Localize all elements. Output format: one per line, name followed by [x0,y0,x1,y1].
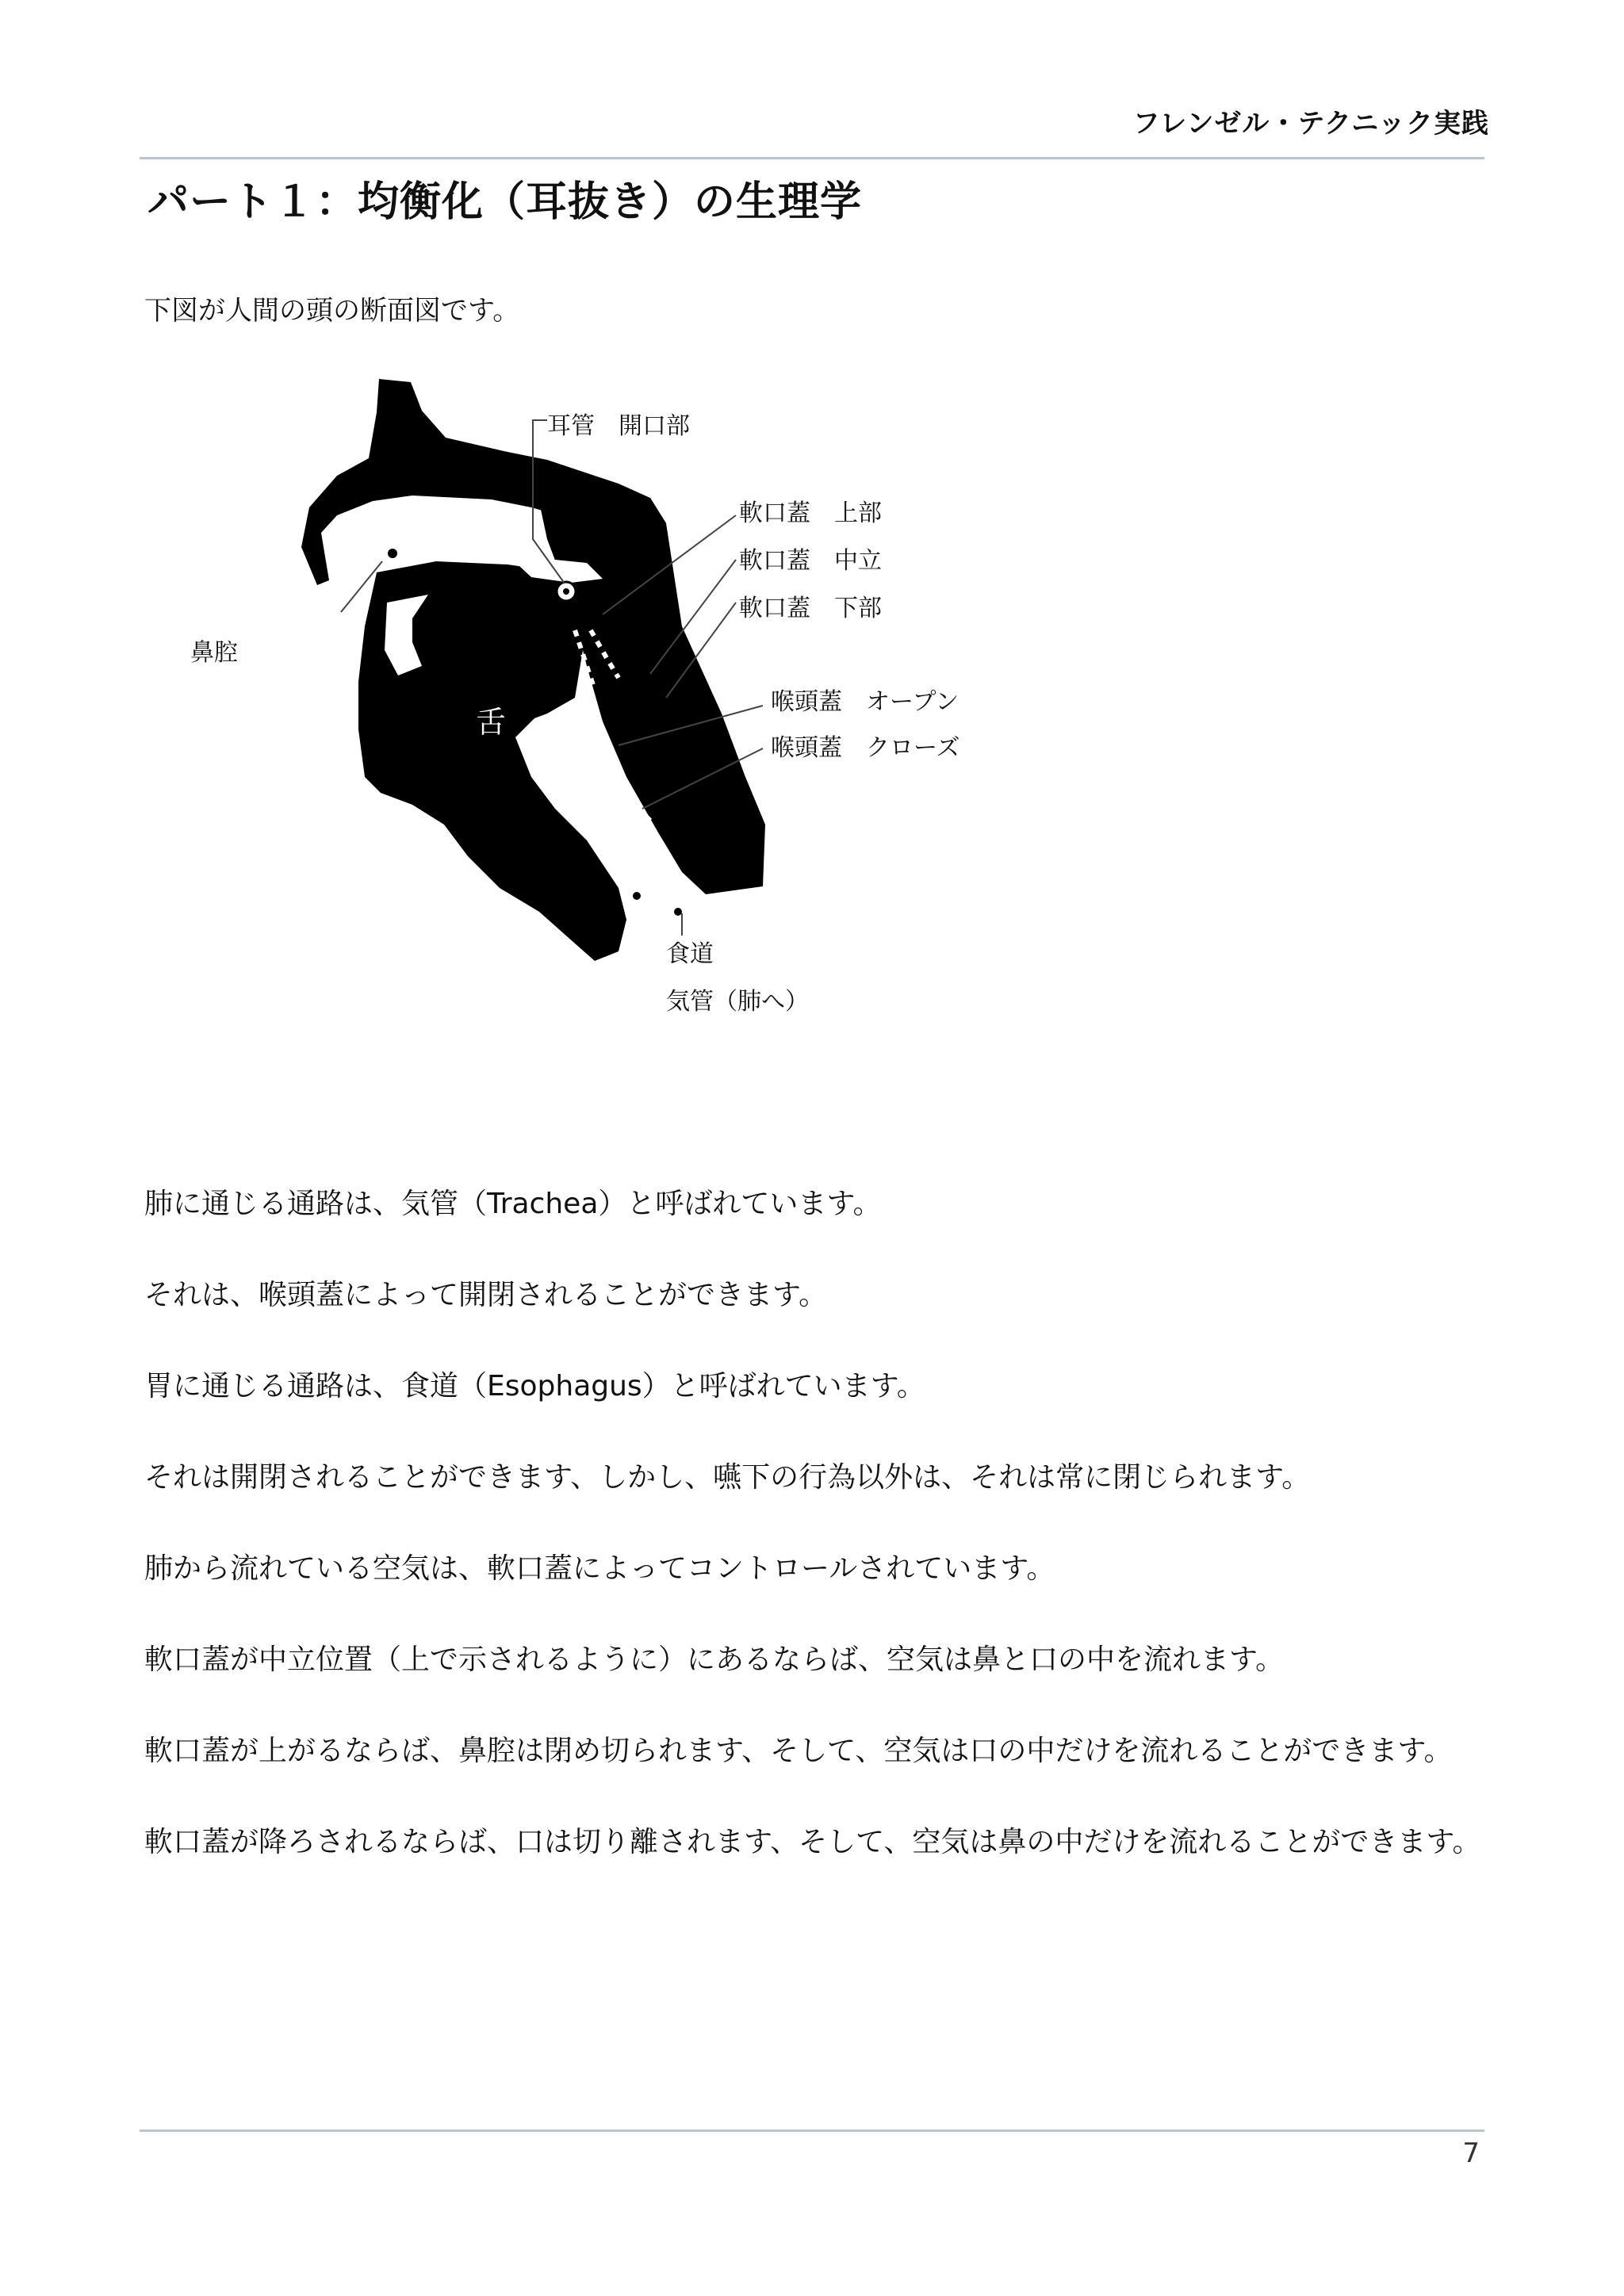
paragraph: それは開閉されることができます、しかし、嚥下の行為以外は、それは常に閉じられます。 [144,1461,1311,1494]
label-soft-palate-up: 軟口蓋 上部 [739,499,882,527]
body-text [144,1181,1492,1911]
label-nasal-cavity: 鼻腔 [190,639,238,667]
label-epiglottis-open: 喉頭蓋 オープン [771,688,959,716]
label-esophagus: 食道 [666,940,714,968]
paragraph: 胃に通じる通路は、食道（Esophagus）と呼ばれています。 [144,1370,925,1402]
label-soft-palate-neutral: 軟口蓋 中立 [739,547,882,575]
label-epiglottis-closed: 喉頭蓋 クローズ [771,734,960,762]
page-title: パート１：均衡化（耳抜き）の生理学 [147,178,863,226]
label-soft-palate-down: 軟口蓋 下部 [739,595,882,622]
paragraph: 軟口蓋が降ろされるならば、口は切り離されます、そして、空気は鼻の中だけを流れることができます。 [144,1826,1481,1858]
paragraph: 軟口蓋が上がるならば、鼻腔は閉め切られます、そして、空気は口の中だけを流れることができます。 [144,1735,1453,1767]
head-cross-section-figure [174,365,1031,1015]
paragraph: それは、喉頭蓋によって開閉されることができます。 [144,1279,828,1311]
label-tongue: 舌 [476,705,507,740]
paragraph: 肺に通じる通路は、気管（Trachea）と呼ばれています。 [144,1188,882,1220]
header-divider [140,157,1484,159]
running-header: フレンゼル・テクニック実践 [1132,108,1489,140]
footer-divider [140,2130,1484,2132]
page-number: 7 [1462,2137,1480,2169]
label-eustachian-opening: 耳管 開口部 [547,412,690,440]
label-trachea: 気管（肺へ） [666,988,809,1016]
paragraph: 肺から流れている空気は、軟口蓋によってコントロールされています。 [144,1552,1055,1585]
paragraph: 軟口蓋が中立位置（上で示されるように）にあるならば、空気は鼻と口の中を流れます。 [144,1644,1285,1676]
intro-text: 下図が人間の頭の断面図です。 [144,295,520,327]
